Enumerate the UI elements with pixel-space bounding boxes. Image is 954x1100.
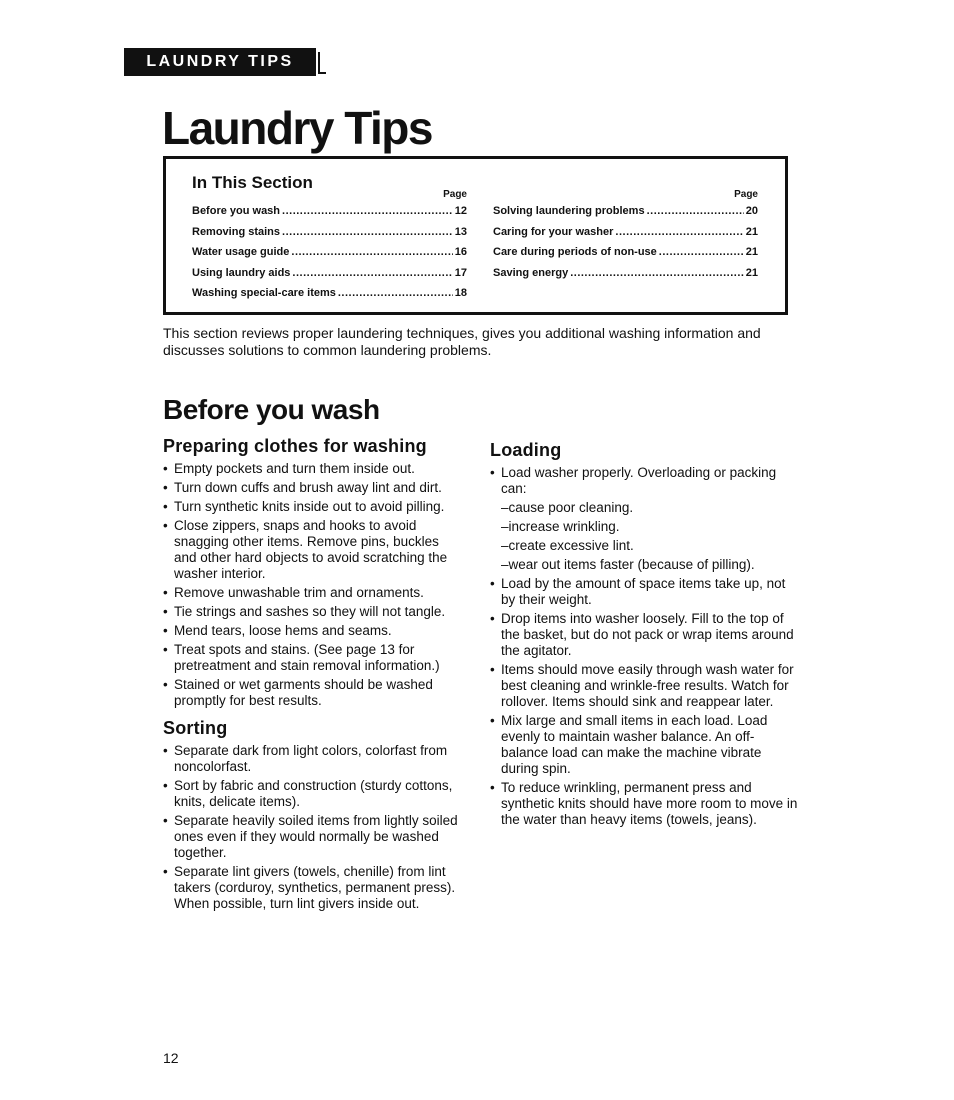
list-item: • To reduce wrinkling, permanent press and synthetic knits should have more room to move in the water than heavy items (towels, jeans). <box>490 780 800 828</box>
toc-right-column <box>493 189 758 287</box>
sub-list-item: –increase wrinkling. <box>501 519 620 534</box>
toc-entry-page: 17 <box>454 266 467 279</box>
toc-entry-page: 21 <box>745 225 758 238</box>
section-title: Before you wash <box>163 394 380 425</box>
toc-entry-page: 12 <box>454 205 467 217</box>
toc-entry-page: 20 <box>745 205 758 217</box>
toc-leader <box>615 226 743 238</box>
toc-entry[interactable] <box>493 267 758 288</box>
loading-heading: Loading <box>490 440 562 460</box>
toc-entry-label: Water usage guide <box>192 246 290 258</box>
list-item: • Empty pockets and turn them inside out. <box>163 461 463 477</box>
list-item: • Items should move easily through wash water for best cleaning and wrinkle-free results. Watch for rollover. Items should sink and reappear later. <box>490 662 800 710</box>
list-item: • Mend tears, loose hems and seams. <box>163 623 463 639</box>
list-item: • Load washer properly. Overloading or packing can: <box>490 465 800 497</box>
toc-entry-label: Using laundry aids <box>192 266 291 279</box>
toc-entry[interactable] <box>192 287 467 308</box>
toc-left-column <box>192 189 467 308</box>
toc-entry[interactable] <box>192 205 467 226</box>
toc-entry-page: 13 <box>454 225 467 238</box>
toc-entry-label: Care during periods of non-use <box>493 246 657 258</box>
toc-entry[interactable] <box>493 226 758 247</box>
toc-leader <box>291 246 452 258</box>
sub-list-item: –cause poor cleaning. <box>501 500 634 515</box>
list-item: • Stained or wet garments should be washed promptly for best results. <box>163 677 463 709</box>
list-item: • Sort by fabric and construction (sturdy cottons, knits, delicate items). <box>163 778 463 810</box>
toc-entry-label: Saving energy <box>493 266 569 279</box>
toc-entry-page: 18 <box>454 287 467 299</box>
list-item: • Remove unwashable trim and ornaments. <box>163 585 463 601</box>
toc-heading: In This Section <box>192 173 313 192</box>
list-item: • Drop items into washer loosely. Fill to the top of the basket, but do not pack or wrap items around the agitator. <box>490 611 800 659</box>
toc-page-header: Page <box>734 189 758 200</box>
list-item: • Separate dark from light colors, colorfast from noncolorfast. <box>163 743 463 775</box>
list-item: • Close zippers, snaps and hooks to avoid snagging other items. Remove pins, buckles and other hard objects to avoid scratching the washer interior. <box>163 518 463 582</box>
toc-entry-label: Before you wash <box>192 205 281 217</box>
loading-list <box>490 465 800 497</box>
toc-leader <box>659 246 744 258</box>
toc-leader <box>282 226 453 238</box>
right-column <box>490 436 800 831</box>
toc-leader <box>282 205 453 217</box>
toc-entry[interactable] <box>192 226 467 247</box>
toc-entry-label: Washing special-care items <box>192 287 336 299</box>
toc-leader <box>338 287 453 299</box>
sub-list-item: –wear out items faster (because of pilling). <box>501 557 755 572</box>
preparing-heading: Preparing clothes for washing <box>163 436 427 456</box>
list-item: • Separate heavily soiled items from lightly soiled ones even if they would normally be washed together. <box>163 813 463 861</box>
list-item: • Treat spots and stains. (See page 13 for pretreatment and stain removal information.) <box>163 642 463 674</box>
page-number: 12 <box>163 1050 179 1066</box>
toc-entry[interactable] <box>192 267 467 288</box>
sub-list-item: –create excessive lint. <box>501 538 634 553</box>
toc-entry[interactable] <box>493 246 758 267</box>
toc-entry-page: 16 <box>454 246 467 258</box>
toc-leader <box>292 267 452 279</box>
toc-entry[interactable] <box>493 205 758 226</box>
intro-paragraph: This section reviews proper laundering techniques, gives you additional washing information and discusses solutions to common laundering problems. <box>163 325 761 358</box>
list-item: • Separate lint givers (towels, chenille) from lint takers (corduroy, synthetics, permanent press). When possible, turn lint givers inside out. <box>163 864 463 912</box>
tab-rule-foot <box>318 72 326 74</box>
list-item: • Mix large and small items in each load. Load evenly to maintain washer balance. An off-balance load can make the machine vibrate during spin. <box>490 713 800 777</box>
left-column <box>163 436 463 915</box>
toc-entry-page: 21 <box>745 266 758 279</box>
toc-entry-label: Removing stains <box>192 225 281 238</box>
loading-list-continued <box>490 576 800 828</box>
toc-leader <box>570 267 744 279</box>
toc-page-header: Page <box>443 189 467 200</box>
toc-entry-label: Caring for your washer <box>493 225 614 238</box>
section-tab: LAUNDRY TIPS <box>124 48 316 76</box>
list-item: • Turn synthetic knits inside out to avoid pilling. <box>163 499 463 515</box>
page-title: Laundry Tips <box>162 102 432 154</box>
toc-entry-page: 21 <box>745 246 758 258</box>
toc-box <box>163 156 788 315</box>
toc-entry[interactable] <box>192 246 467 267</box>
tab-rule <box>318 52 320 74</box>
list-item: • Tie strings and sashes so they will not tangle. <box>163 604 463 620</box>
toc-leader <box>647 205 744 217</box>
list-item: • Turn down cuffs and brush away lint and dirt. <box>163 480 463 496</box>
toc-entry-label: Solving laundering problems <box>493 205 645 217</box>
sorting-heading: Sorting <box>163 718 228 738</box>
sorting-list <box>163 743 463 912</box>
preparing-list <box>163 461 463 709</box>
list-item: • Load by the amount of space items take up, not by their weight. <box>490 576 800 608</box>
